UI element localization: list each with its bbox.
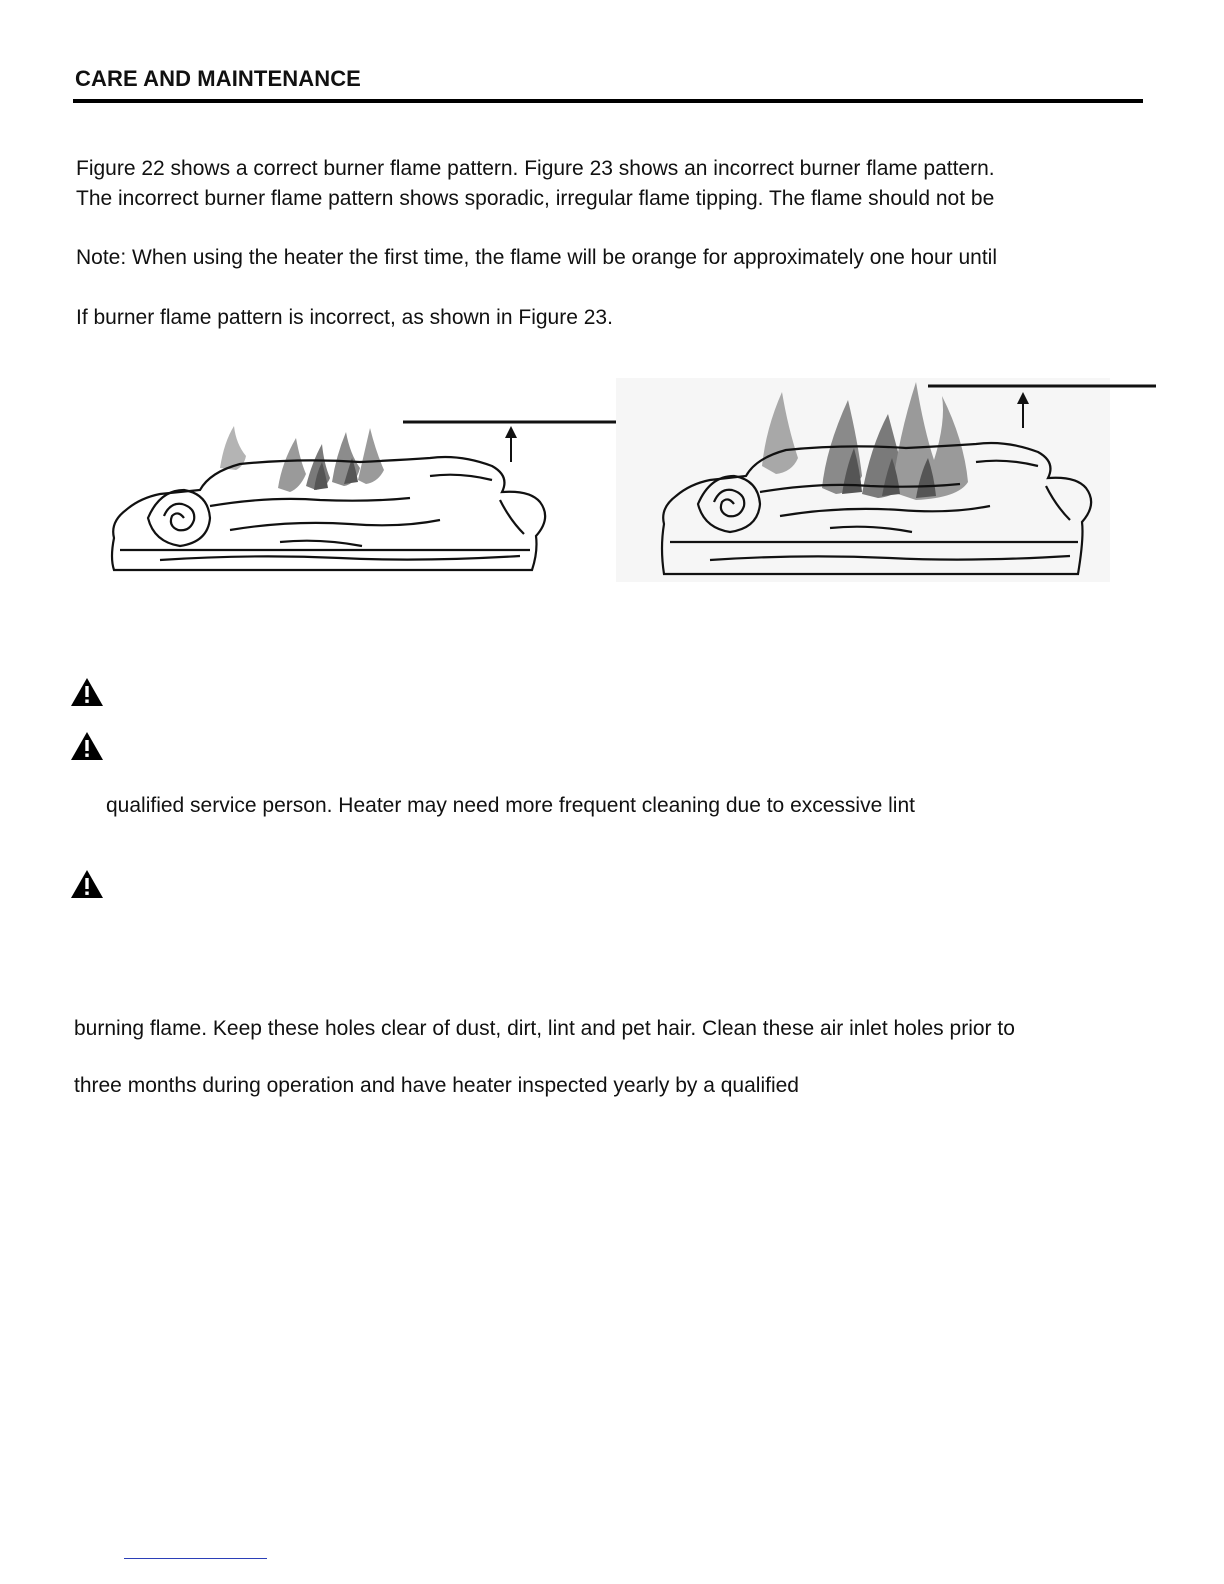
section-title: CARE AND MAINTENANCE [75, 66, 361, 91]
paragraph-line: Figure 22 shows a correct burner flame pattern. Figure 23 shows an incorrect burner flame pattern. [76, 157, 995, 180]
warning-triangle-icon [70, 869, 104, 899]
paragraph-line: three months during operation and have heater inspected yearly by a qualified [74, 1074, 799, 1097]
logs [112, 457, 545, 570]
figure-incorrect-flame-pattern [616, 378, 1161, 588]
warning-triangle-icon [70, 731, 104, 761]
paragraph-line: If burner flame pattern is incorrect, as shown in Figure 23. [76, 306, 613, 329]
warning-text: qualified service person. Heater may need more frequent cleaning due to excessive lint [106, 794, 915, 817]
warning-triangle-icon [70, 677, 104, 707]
paragraph-line: The incorrect burner flame pattern shows sporadic, irregular flame tipping. The flame should not be [76, 187, 995, 210]
paragraph-line: burning flame. Keep these holes clear of dust, dirt, lint and pet hair. Clean these air inlet holes prior to [74, 1017, 1015, 1040]
flames [220, 426, 384, 492]
note-text: Note: When using the heater the first time, the flame will be orange for approximately one hour until [76, 246, 997, 269]
figure-correct-flame-pattern [100, 410, 650, 590]
section-divider [73, 99, 1143, 103]
footer-underline [124, 1558, 267, 1559]
